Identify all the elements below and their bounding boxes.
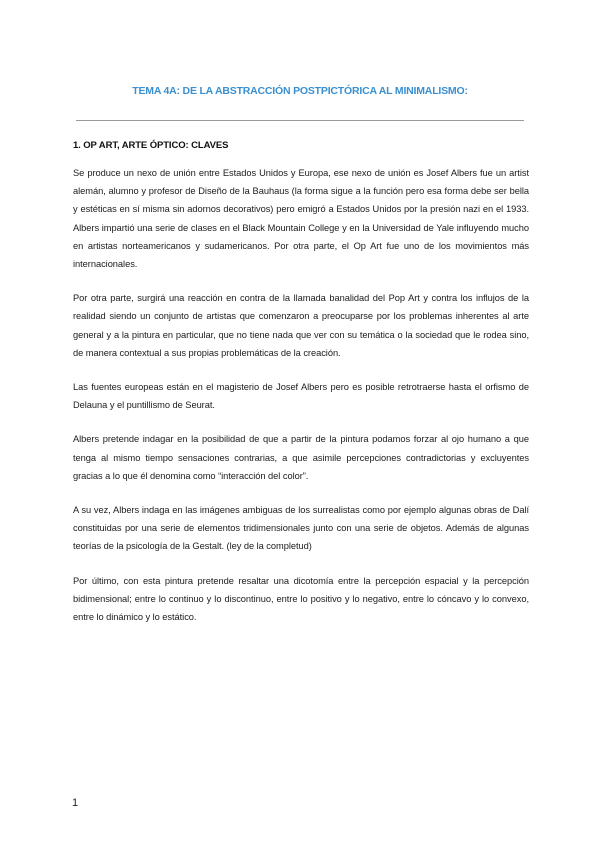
paragraph-2: Por otra parte, surgirá una reacción en contra de la llamada banalidad del Pop Art y contra los influjos de la realidad siendo un conjunto de artistas que comenzaron a preocuparse por los problemas inherentes al arte general y a la pintura en particular, que no tiene nada que ver con su temática o la sociedad que le rodea sino, de manera contextual a sus propias problemáticas de la creación. xyxy=(73,293,529,358)
paragraph-5: A su vez, Albers indaga en las imágenes ambiguas de los surrealistas como por ejemplo algunas obras de Dalí constituidas por una serie de elementos tridimensionales junto con una serie de objetos. Además de algunas teorías de la psicología de la Gestalt. (ley de la completud) xyxy=(73,505,529,552)
document-body xyxy=(73,164,529,642)
paragraph-6: Por último, con esta pintura pretende resaltar una dicotomía entre la percepción espacial y la percepción bidimensional; entre lo continuo y lo discontinuo, entre lo positivo y lo negativo, entre lo cóncavo y lo convexo, entre lo dinámico y lo estático. xyxy=(73,575,529,623)
title-divider xyxy=(76,120,524,121)
paragraph-1: Se produce un nexo de unión entre Estados Unidos y Europa, ese nexo de unión es Josef Albers fue un artist alemán, alumno y profesor de Diseño de la Bauhaus (la forma sigue a la función pero esa forma debe ser bella y estéticas en sí misma sin adornos decorativos) pero emigró a Estados Unidos por la presión nazi en el 1933. Albers impartió una serie de clases en el Black Mountain College y en la Universidad de Yale influyendo mucho en artistas norteamericanos y sudamericanos. Por otra parte, el Op Art fue uno de los movimientos más internacionales. xyxy=(73,168,529,270)
document-title: TEMA 4A: DE LA ABSTRACCIÓN POSTPICTÓRICA AL MINIMALISMO: xyxy=(132,85,468,97)
paragraph-4: Albers pretende indagar en la posibilidad de que a partir de la pintura podamos forzar al ojo humano a que tenga al mismo tiempo sensaciones contrarias, a que asimile percepciones contradictorias y excluyentes gracias a lo que él denomina como “interacción del color”. xyxy=(73,434,529,481)
section-heading: 1. OP ART, ARTE ÓPTICO: CLAVES xyxy=(73,140,229,151)
paragraph-3: Las fuentes europeas están en el magisterio de Josef Albers pero es posible retrotraerse hasta el orfismo de Delauna y el puntillismo de Seurat. xyxy=(73,382,529,411)
page-number: 1 xyxy=(72,797,79,809)
